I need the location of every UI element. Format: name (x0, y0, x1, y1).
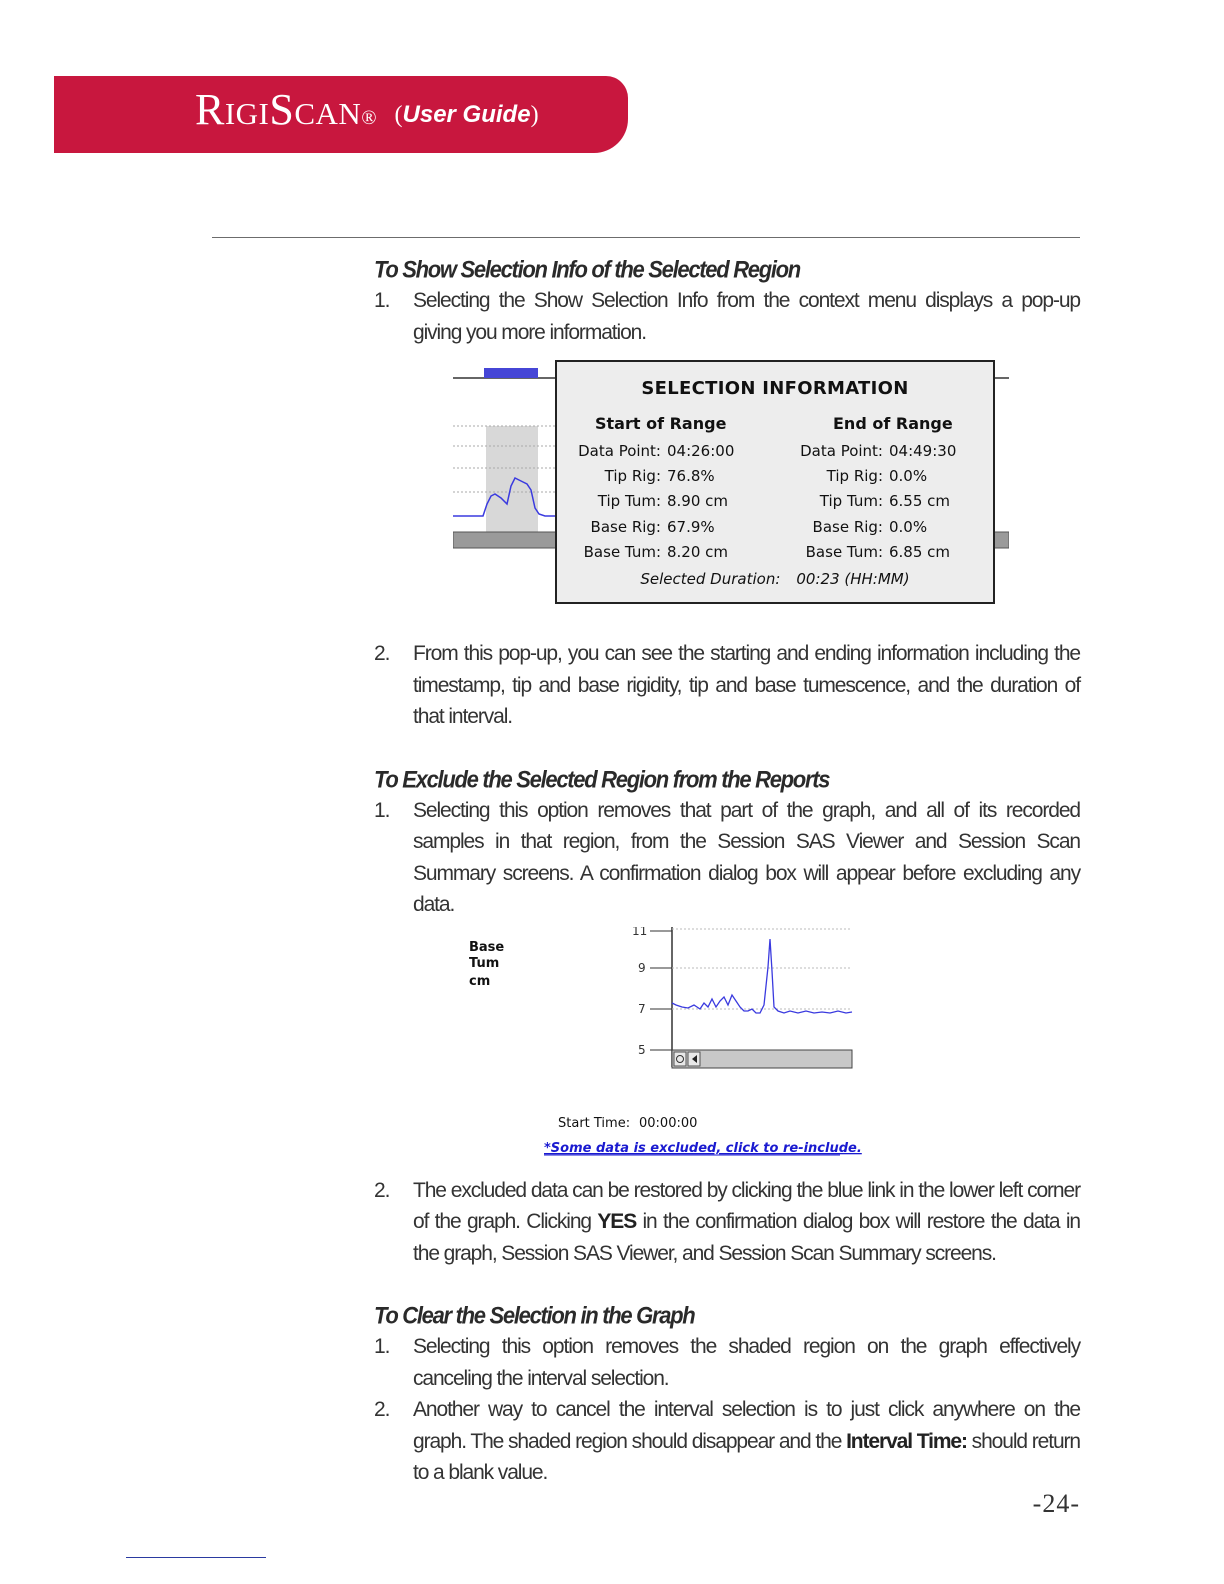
info-row: Base Rig: 67.9% (590, 517, 715, 536)
zoom-reset-icon[interactable] (674, 1052, 686, 1066)
item-number: 1. (374, 1335, 390, 1358)
bold-interval-time: Interval Time: (846, 1429, 967, 1453)
list-item (374, 1394, 1080, 1489)
graph-scrollbar (453, 532, 557, 548)
list-item (374, 1331, 1080, 1394)
end-of-range-header: End of Range (833, 414, 953, 433)
info-row: Data Point: 04:49:30 (800, 441, 957, 460)
y-axis-label-line: Tum (469, 955, 500, 971)
item-text: Selecting this option removes that part of the graph, and all of its recorded samples in that region, from the Session SAS Viewer and Session Scan Summary screens. A confirmation dialog box will appear before excluding any data. (413, 798, 1080, 916)
item-text: should return to a blank value. (413, 1429, 1081, 1484)
footer-line (126, 1557, 266, 1558)
base-tumescence-graph (468, 927, 864, 1161)
selection-information-popup (555, 360, 995, 604)
list-item (374, 285, 1080, 348)
item-text: From this pop-up, you can see the starting and ending information including the timestamp, tip and base rigidity, tip and base tumescence, and the duration of that interval. (413, 642, 1080, 728)
bold-yes: YES (597, 1210, 637, 1233)
rigidity-bar (484, 368, 538, 378)
page-number: -24- (1032, 1489, 1080, 1518)
item-text: Selecting this option removes the shaded region on the graph effectively canceling the interval selection. (413, 1335, 1080, 1390)
popup-title: SELECTION INFORMATION (641, 378, 909, 399)
section-title-show-selection: To Show Selection Info of the Selected Region (374, 255, 800, 283)
selection-info-figure (453, 358, 1009, 620)
y-tick-label: 11 (632, 926, 648, 938)
info-row: Tip Tum: 6.55 cm (819, 492, 951, 511)
brand-name: RigiScan (195, 85, 362, 134)
end-of-range-column (797, 414, 997, 565)
item-text: Another way to cancel the interval selection is to just click anywhere on the graph. The shaded region should disappear and the (413, 1398, 1080, 1453)
reinclude-link[interactable]: *Some data is excluded, click to re-include. (544, 1140, 862, 1156)
list-item (374, 638, 1080, 733)
info-row: Tip Tum: 8.90 cm (597, 492, 729, 511)
y-tick-label: 9 (638, 960, 646, 975)
item-text: Selecting the Show Selection Info from the context menu displays a pop-up giving you more information. (413, 289, 1080, 344)
info-row: Tip Rig: 0.0% (826, 467, 928, 486)
section-title-exclude-region: To Exclude the Selected Region from the Reports (374, 765, 830, 793)
item-text: in the confirmation dialog box will restore the data in the graph, Session SAS Viewer, and Session Scan Summary screens. (413, 1210, 1080, 1265)
item-number: 2. (374, 1398, 390, 1421)
start-time-label: Start Time: (558, 1115, 631, 1131)
selected-duration: Selected Duration: 00:23 (HH:MM) (640, 570, 910, 588)
info-row: Tip Rig: 76.8% (604, 467, 715, 486)
info-row: Base Tum: 6.85 cm (805, 543, 951, 562)
brand-subtitle: (User Guide) (394, 101, 539, 128)
info-row: Base Rig: 0.0% (812, 517, 928, 536)
start-of-range-column (575, 414, 775, 565)
start-time-value: 00:00:00 (639, 1115, 698, 1131)
excluded-data-figure (468, 927, 864, 1161)
item-number: 2. (374, 642, 390, 665)
header-rule (212, 237, 1080, 238)
list-item (374, 795, 1080, 921)
shaded-selection-region (486, 426, 538, 532)
subtitle-text: User Guide (402, 101, 531, 128)
section-title-clear-selection: To Clear the Selection in the Graph (374, 1301, 695, 1329)
item-text: The excluded data can be restored by clicking the blue link in the lower left corner of the graph. Clicking (413, 1178, 1080, 1233)
info-row: Base Tum: 8.20 cm (583, 543, 729, 562)
start-of-range-header: Start of Range (595, 414, 727, 433)
y-axis-label-line: Base (469, 939, 505, 955)
y-tick-label: 5 (638, 1042, 646, 1057)
brand-title (195, 86, 539, 141)
y-tick-label: 7 (638, 1001, 646, 1016)
item-number: 1. (374, 798, 390, 822)
info-row: Data Point: 04:26:00 (578, 441, 735, 460)
registered-mark: ® (361, 107, 377, 129)
item-number: 2. (374, 1178, 390, 1202)
y-axis-label-line: cm (469, 973, 491, 989)
list-item (374, 1175, 1080, 1270)
base-tumescence-trace (672, 939, 852, 1013)
page-content (374, 255, 1080, 1489)
item-number: 1. (374, 289, 390, 312)
